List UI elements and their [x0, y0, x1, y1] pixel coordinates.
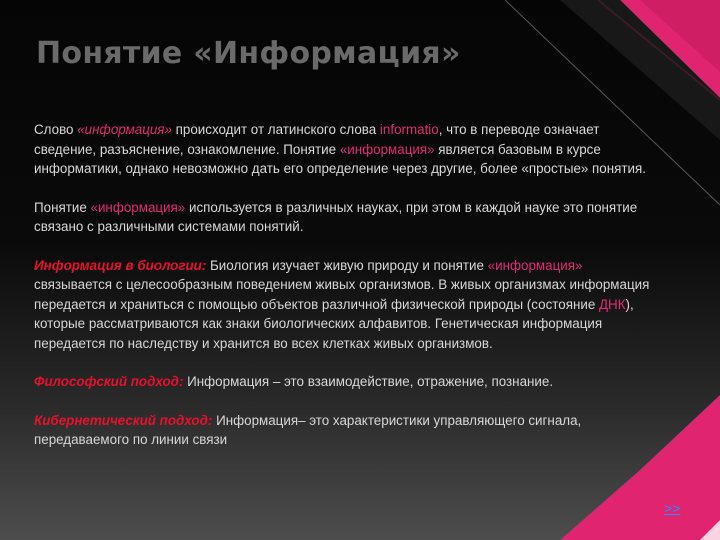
paragraph-sciences: [34, 198, 656, 237]
text-segment: Информация– это характеристики управляющего сигнала, передаваемого по линии связи: [34, 412, 582, 447]
highlight-term: «информация»: [90, 199, 186, 215]
highlight-term: informatio: [379, 122, 439, 137]
text-segment: Информация – это взаимодействие, отражение, познание.: [183, 374, 554, 389]
text-segment: Слово: [34, 122, 78, 137]
paragraph-cybernetics: [34, 411, 656, 450]
section-heading: Информация в биологии:: [34, 257, 207, 273]
slide-title: Понятие «Информация»: [36, 36, 461, 71]
next-slide-link[interactable]: >>: [664, 500, 681, 516]
paragraph-biology: [34, 256, 656, 354]
text-segment: связывается с целесообразным поведением живых организмов. В живых организмах информация передается и храниться с помощью объектов различной физической природы (состояние: [34, 277, 650, 312]
text-segment: , что в переводе означает сведение, разъяснение, ознакомление. Понятие: [34, 122, 600, 157]
text-segment: Понятие: [34, 199, 91, 215]
text-segment: используется в различных науках, при этом в каждой науке это понятие связано с различными системами понятий.: [34, 199, 638, 234]
text-segment: Биология изучает живую природу и понятие: [206, 257, 488, 273]
slide-body: [34, 120, 656, 469]
highlight-term: ДНК: [598, 296, 626, 312]
highlight-term: «информация»: [339, 141, 435, 157]
text-segment: происходит от латинского слова: [171, 122, 380, 137]
highlight-term: «информация»: [487, 257, 583, 273]
section-heading: Философский подход:: [34, 374, 184, 389]
text-segment: ), которые рассматриваются как знаки биологических алфавитов. Генетическая информация передается по наследству и хранится во всех клетках живых организмов.: [34, 296, 634, 351]
paragraph-etymology: [34, 120, 656, 179]
paragraph-philosophy: [34, 372, 656, 392]
highlight-term: «информация»: [77, 122, 172, 137]
text-segment: является базовым в курсе информатики, однако невозможно дать его определение через другие, более «простые» понятия.: [34, 141, 646, 176]
section-heading: Кибернетический подход:: [34, 412, 213, 428]
